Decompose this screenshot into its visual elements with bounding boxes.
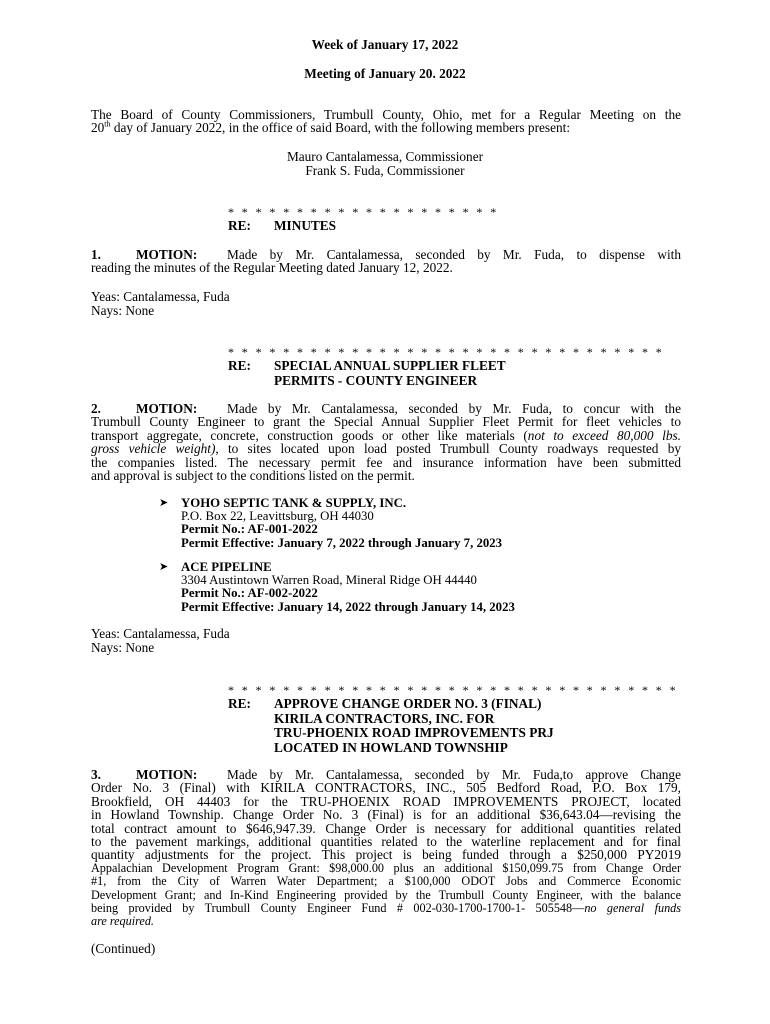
motion-3-line-5: total contract amount to $646,947.39. Change Order is necessary for additional quantities related [91, 820, 681, 836]
motion-3-line-2: Order No. 3 (Final) with KIRILA CONTRACTORS, INC., 505 Bedford Road, P.O. Box 179, [91, 780, 681, 796]
motion-label: MOTION: [136, 401, 198, 416]
meeting-heading: Meeting of January 20. 2022 [304, 66, 466, 81]
motion-3-line-3: Brookfield, OH 44403 for the TRU-PHOENIX ROAD IMPROVEMENTS PROJECT, located [91, 793, 681, 809]
vote-1 [91, 290, 230, 317]
motion-2-line-1: 2. MOTION: Made by Mr. Cantalamessa, seconded by Mr. Fuda, to concur with the [91, 401, 681, 416]
separator-stars: * * * * * * * * * * * * * * * * * * * * * * * * * * * * * * * * * [228, 683, 678, 697]
permit-item [159, 497, 502, 550]
re-heading-fleet-permits [228, 359, 506, 388]
intro-line-1: The Board of County Commissioners, Trumbull County, Ohio, met for a Regular Meeting on the [91, 107, 681, 122]
permit-effective: Permit Effective: January 7, 2022 through January 7, 2023 [181, 535, 503, 550]
week-heading: Week of January 17, 2022 [311, 37, 459, 52]
motion-number: 2. [91, 401, 101, 416]
re-title-line-4: LOCATED IN HOWLAND TOWNSHIP [274, 739, 508, 755]
yeas: Yeas: Cantalamessa, Fuda [91, 289, 230, 304]
motion-3-line-6: to the pavement markings, additional quantities related to the waterline replacement and for final [91, 834, 681, 850]
yeas: Yeas: Cantalamessa, Fuda [91, 626, 230, 641]
motion-2-line-6: and approval is subject to the conditions listed on the permit. [91, 468, 415, 484]
re-title-line-2: KIRILA CONTRACTORS, INC. FOR [274, 710, 495, 726]
permit-number: Permit No.: AF-001-2022 [181, 522, 318, 537]
re-title-line-1: SPECIAL ANNUAL SUPPLIER FLEET [274, 358, 506, 373]
permit-company: YOHO SEPTIC TANK & SUPPLY, INC. [181, 496, 407, 510]
arrowhead-bullet-icon: ➤ [159, 561, 169, 573]
re-label: RE: [228, 218, 251, 233]
re-label: RE: [228, 696, 251, 711]
re-label: RE: [228, 358, 251, 373]
motion-3-paragraph [91, 768, 681, 929]
nays: Nays: None [91, 639, 155, 655]
motion-2-line-5: the companies listed. The necessary permit fee and insurance information have been submitted [91, 454, 681, 470]
permit-address: 3304 Austintown Warren Road, Mineral Ridge OH 44440 [181, 573, 477, 588]
re-title-line-2: PERMITS - COUNTY ENGINEER [274, 372, 478, 388]
motion-2-paragraph [91, 402, 681, 482]
motion-1-line-1: 1. MOTION: Made by Mr. Cantalamessa, seconded by Mr. Fuda, to dispense with [91, 247, 681, 262]
re-title-line-1: APPROVE CHANGE ORDER NO. 3 (FINAL) [274, 696, 542, 711]
motion-number: 3. [91, 767, 101, 782]
re-title-line-3: TRU-PHOENIX ROAD IMPROVEMENTS PRJ [274, 725, 554, 740]
motion-2-line-3: transport aggregate, concrete, construction goods or other like materials (not to exceed 80,000 lbs. [91, 427, 681, 443]
permit-number: Permit No.: AF-002-2022 [181, 586, 318, 601]
separator-stars: * * * * * * * * * * * * * * * * * * * * * * * * * * * * * * * * [228, 345, 665, 359]
motion-1-paragraph [91, 248, 681, 275]
motion-3-line-11: being provided by Trumbull County Engineer Fund # 002-030-1700-1700-1- 505548—no general funds [91, 901, 681, 916]
vote-2 [91, 627, 230, 654]
permit-item [159, 561, 515, 614]
re-heading-change-order [228, 697, 554, 755]
permit-address: P.O. Box 22, Leavittsburg, OH 44030 [181, 509, 374, 524]
re-title: MINUTES [274, 218, 337, 233]
motion-3-line-12: are required. [91, 914, 154, 929]
permit-company: ACE PIPELINE [181, 560, 272, 574]
intro-line-2: 20th day of January 2022, in the office of said Board, with the following members present: [91, 119, 571, 136]
nays: Nays: None [91, 302, 155, 318]
motion-label: MOTION: [136, 767, 198, 782]
motion-2-line-2: Trumbull County Engineer to grant the Special Annual Supplier Fleet Permit for fleet vehicles to [91, 414, 681, 430]
motion-3-line-10: Development Grant; and In-Kind Engineering provided by the Trumbull County Engineer, with the balance [91, 887, 681, 902]
permit-effective: Permit Effective: January 14, 2022 through January 14, 2023 [181, 599, 515, 614]
members-list [0, 150, 770, 177]
motion-3-line-7: quantity adjustments for the project. This project is being funded through a $250,000 PY2019 [91, 847, 681, 863]
motion-2-line-4: gross vehicle weight), to sites located upon load posted Trumbull County roadways requested by [91, 441, 681, 457]
motion-1-line-2: reading the minutes of the Regular Meeting dated January 12, 2022. [91, 260, 453, 276]
motion-number: 1. [91, 247, 101, 262]
motion-3-line-1: 3. MOTION: Made by Mr. Cantalamessa, seconded by Mr. Fuda,to approve Change [91, 767, 681, 782]
motion-3-line-8: Appalachian Development Program Grant: $98,000.00 plus an additional $150,099.75 from Change Order [91, 860, 681, 875]
continued-note: (Continued) [91, 941, 156, 956]
motion-3-line-4: in Howland Township. Change Order No. 3 (Final) is for an additional $36,643.04—revising the [91, 807, 681, 823]
arrowhead-bullet-icon: ➤ [159, 497, 169, 509]
re-heading-minutes [228, 219, 336, 234]
intro-paragraph [91, 108, 681, 135]
motion-label: MOTION: [136, 247, 198, 262]
member-cantalamessa: Mauro Cantalamessa, Commissioner [286, 149, 484, 164]
member-fuda: Frank S. Fuda, Commissioner [305, 162, 465, 178]
separator-stars: * * * * * * * * * * * * * * * * * * * * [228, 205, 499, 219]
motion-3-line-9: #1, from the City of Warren Water Department; a $100,000 ODOT Jobs and Commerce Economic [91, 874, 681, 889]
